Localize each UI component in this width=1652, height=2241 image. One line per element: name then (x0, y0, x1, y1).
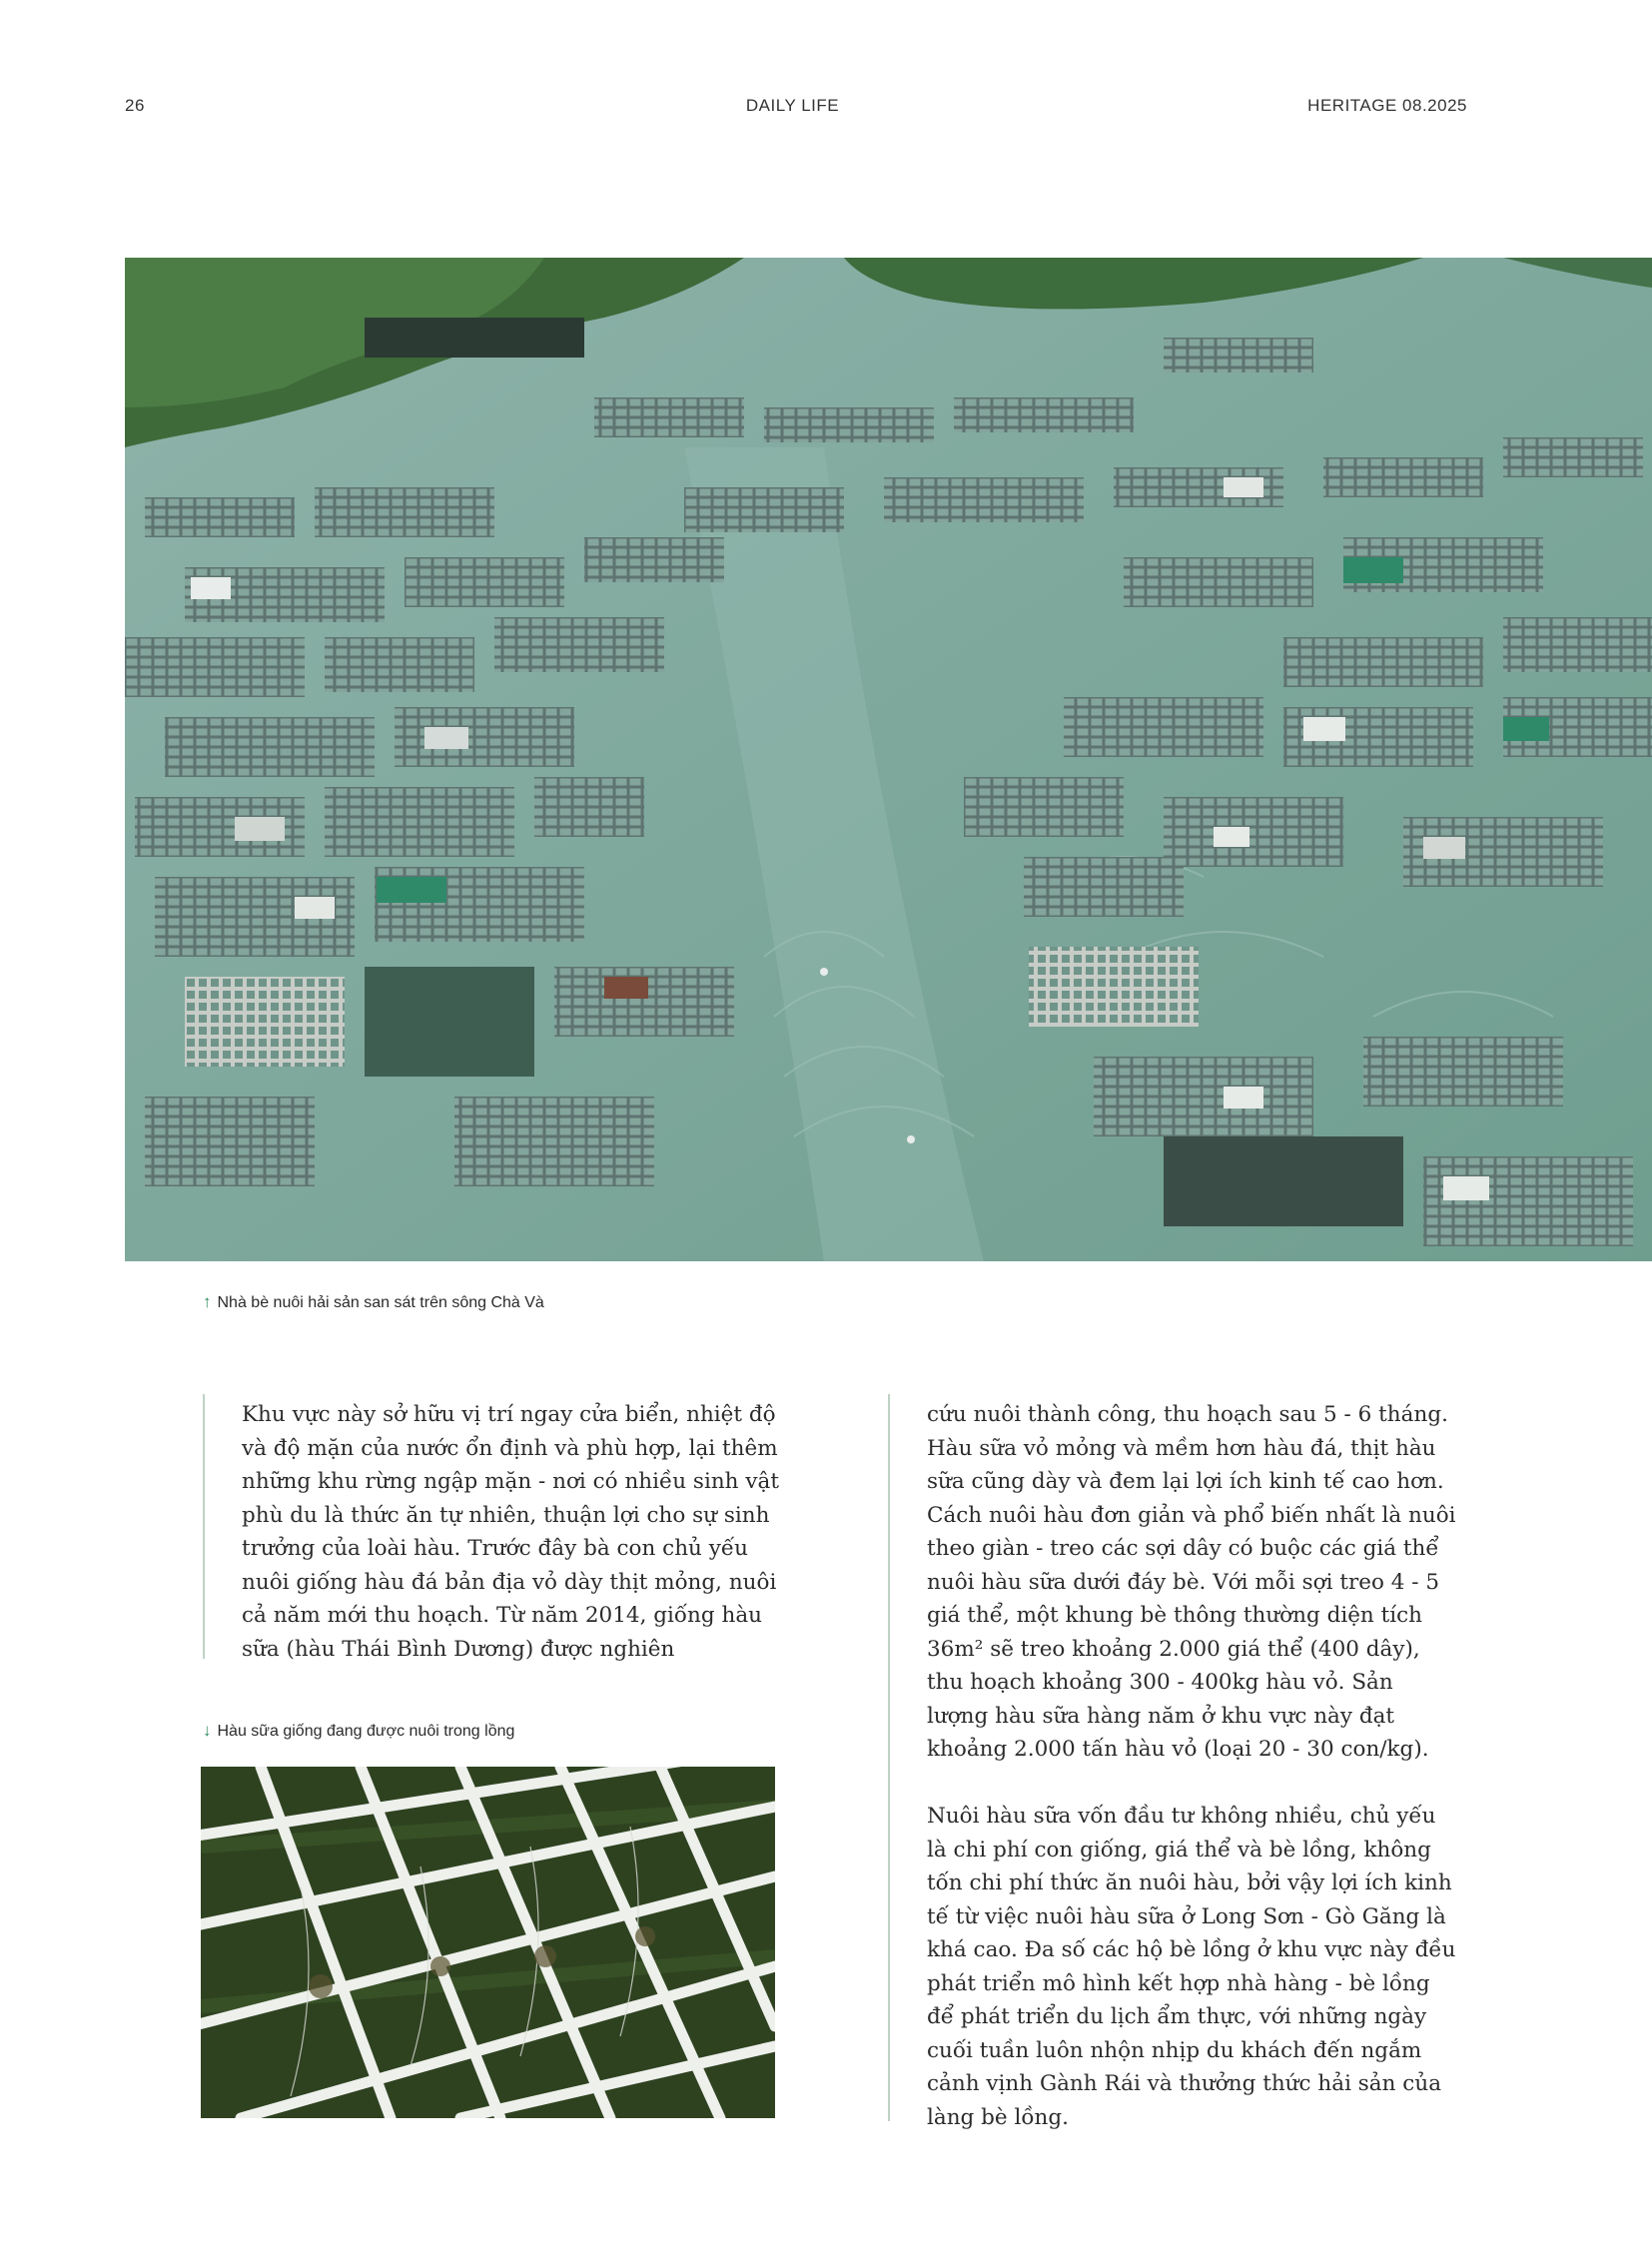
page-number: 26 (125, 96, 145, 115)
oyster-caption-text: Hàu sữa giống đang được nuôi trong lồng (217, 1723, 515, 1740)
hero-caption (203, 1292, 544, 1312)
body-column-2 (927, 1398, 1456, 2134)
arrow-down-icon: ↓ (203, 1721, 212, 1740)
oyster-cage-photo (201, 1767, 775, 2118)
body-column-1 (242, 1398, 801, 1666)
section-title: DAILY LIFE (745, 96, 840, 115)
issue-label: HERITAGE 08.2025 (1307, 96, 1467, 115)
oyster-caption (203, 1721, 514, 1741)
hero-caption-text: Nhà bè nuôi hải sản san sát trên sông Chà Và (217, 1294, 544, 1311)
hero-photo-floating-fish-farms (125, 258, 1652, 1261)
body-paragraph: Khu vực này sở hữu vị trí ngay cửa biển, nhiệt độ và độ mặn của nước ổn định và phù hợp, lại thêm những khu rừng ngập mặn - nơi có nhiều sinh vật phù du là thức ăn tự nhiên, thuận lợi cho sự sinh trưởng của loài hàu. Trước đây bà con chủ yếu nuôi giống hàu đá bản địa vỏ dày thịt mỏng, nuôi cả năm mới thu hoạch. Từ năm 2014, giống hàu sữa (hàu Thái Bình Dương) được nghiên (242, 1402, 779, 1662)
column-rule-right (888, 1394, 890, 2121)
column-rule-left (203, 1394, 205, 1659)
arrow-up-icon: ↑ (203, 1292, 212, 1311)
body-paragraph: cứu nuôi thành công, thu hoạch sau 5 - 6 tháng. Hàu sữa vỏ mỏng và mềm hơn hàu đá, thịt hàu sữa cũng dày và đem lại lợi ích kinh tế cao hơn. Cách nuôi hàu đơn giản và phổ biến nhất là nuôi theo giàn - treo các sợi dây có buộc các giá thể nuôi hàu sữa dưới đáy bè. Với mỗi sợi treo 4 - 5 giá thể, một khung bè thông thường diện tích 36m² sẽ treo khoảng 2.000 giá thể (400 dây), thu hoạch khoảng 300 - 400kg hàu vỏ. Sản lượng hàu sữa hàng năm ở khu vực này đạt khoảng 2.000 tấn hàu vỏ (loại 20 - 30 con/kg). (927, 1402, 1456, 1762)
body-paragraph: Nuôi hàu sữa vốn đầu tư không nhiều, chủ yếu là chi phí con giống, giá thể và bè lồng, không tốn chi phí thức ăn nuôi hàu, bởi vậy lợi ích kinh tế từ việc nuôi hàu sữa ở Long Sơn - Gò Găng là khá cao. Đa số các hộ bè lồng ở khu vực này đều phát triển mô hình kết hợp nhà hàng - bè lồng để phát triển du lịch ẩm thực, với những ngày cuối tuần luôn nhộn nhịp du khách đến ngắm cảnh vịnh Gành Rái và thưởng thức hải sản của làng bè lồng. (927, 1804, 1456, 2130)
